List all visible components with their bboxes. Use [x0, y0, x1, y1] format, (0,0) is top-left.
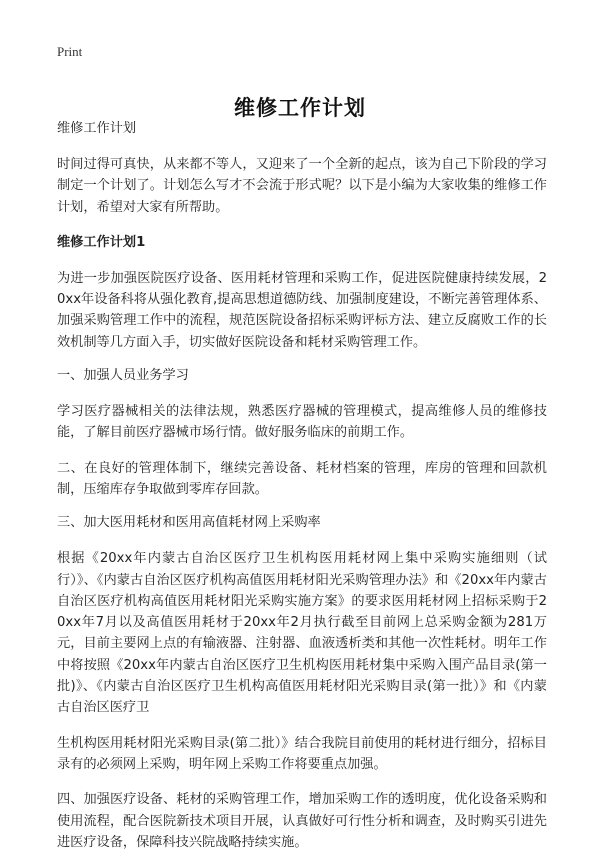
print-link[interactable]: Print [57, 44, 83, 59]
section-3-paragraph: 根据《20xx年内蒙古自治区医疗卫生机构医用耗材网上集中采购实施细则（试行）》、《内蒙古自治区医疗机构高值医用耗材阳光采购管理办法》和《20xx年内蒙古自治区医疗机构高值医用耗材阳光采购实施方案》的要求医用耗材网上招标采购于20xx年7月以及高值医用耗材于20xx年2月执行截至目前网上总采购金额为281万元，目前主要网上点的有输液器、注射器、血液透析类和其他一次性耗材。明年工作中将按照《20xx年内蒙古自治区医疗卫生机构医用耗材集中采购入围产品目录(第一批)》、《内蒙古自治区医疗卫生机构高值医用耗材阳光采购目录(第一批）》和《内蒙古自治区医疗卫 [57, 551, 547, 716]
subtitle: 维修工作计划 [57, 121, 137, 136]
section-1-paragraph: 学习医疗器械相关的法律法规，熟悉医疗器械的管理模式，提高维修人员的维修技能，了解目前医疗器械市场行情。做好服务临床的前期工作。 [57, 404, 547, 441]
section-3-title: 三、加大医用耗材和医用高值耗材网上采购率 [57, 515, 321, 531]
section-2-paragraph: 二、在良好的管理体制下，继续完善设备、耗材档案的管理，库房的管理和回款机制，压缩库存争取做到零库存回款。 [57, 460, 547, 497]
plan1-heading: 维修工作计划1 [57, 234, 146, 250]
section-4-paragraph: 四、加强医疗设备、耗材的采购管理工作，增加采购工作的透明度，优化设备采购和使用流程，配合医院新技术项目开展，认真做好可行性分析和调查，及时购买引进先进医疗设备，保障科技兴院战略持续实施。 [57, 792, 547, 850]
section-3-continuation: 生机构医用耗材阳光采购目录(第二批）》结合我院目前使用的耗材进行细分，招标目录有的必须网上采购，明年网上采购工作将要重点加强。 [57, 735, 547, 772]
document-body [57, 120, 547, 853]
document-title: 维修工作计划 [234, 96, 366, 121]
intro-paragraph: 时间过得可真快，从来都不等人，又迎来了一个全新的起点，该为自己下阶段的学习制定一个计划了。计划怎么写才不会流于形式呢？以下是小编为大家收集的维修工作计划，希望对大家有所帮助。 [57, 157, 547, 215]
plan1-paragraph: 为进一步加强医院医疗设备、医用耗材管理和采购工作，促进医院健康持续发展，20xx年设备科将从强化教育,提高思想道德防线、加强制度建设，不断完善管理体系、加强采购管理工作中的流程，规范医院设备招标采购评标方法、建立反腐败工作的长效机制等几方面入手，切实做好医院设备和耗材采购管理工作。 [57, 270, 547, 350]
section-1-title: 一、加强人员业务学习 [57, 368, 189, 384]
